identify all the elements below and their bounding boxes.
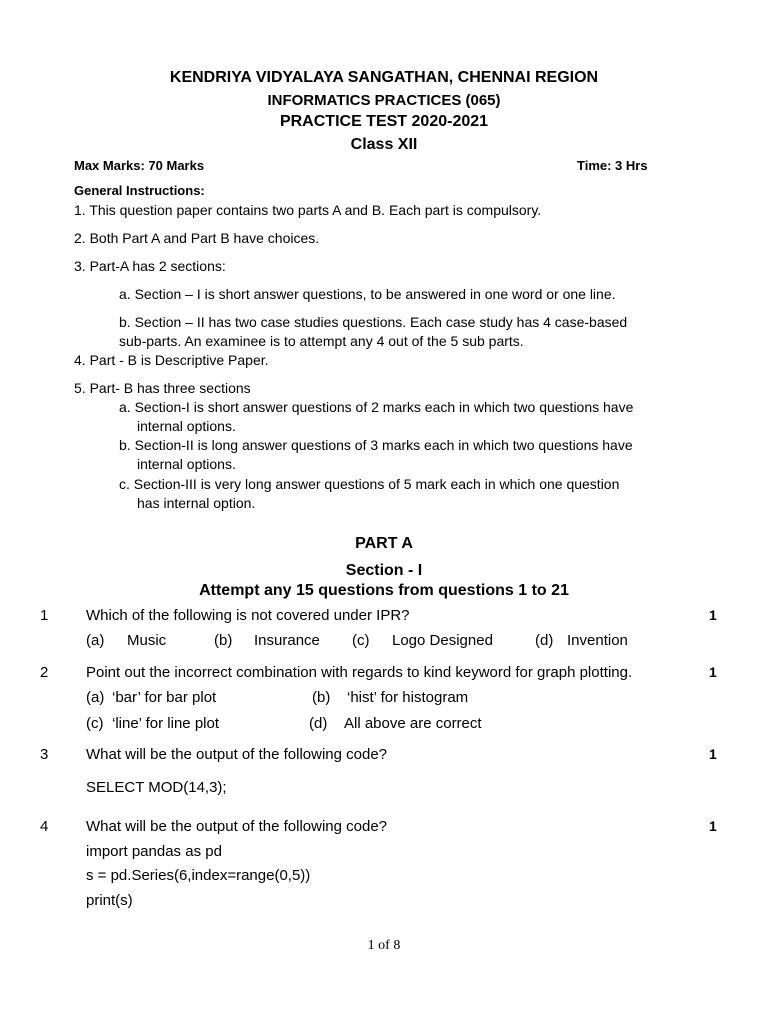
option-label: (d) [309,715,328,732]
option-text: Invention [567,632,628,649]
instruction-4: 4. Part - B is Descriptive Paper. [74,352,269,368]
instruction-3a: a. Section – I is short answer questions, to be answered in one word or one line. [119,286,616,302]
code-line: print(s) [86,892,133,909]
question-text: What will be the output of the following code? [86,818,388,835]
instruction-5: 5. Part- B has three sections [74,380,251,396]
instruction-5b-line2: internal options. [137,456,236,472]
code-line: s = pd.Series(6,index=range(0,5)) [86,867,311,884]
code-line: SELECT MOD(14,3); [86,779,227,796]
instruction-5a-line1: a. Section-I is short answer questions of 2 marks each in which two questions have [119,399,634,415]
instructions-title: General Instructions: [74,183,205,198]
option-label: (c) [86,715,104,732]
instruction-2: 2. Both Part A and Part B have choices. [74,230,320,246]
instruction-3: 3. Part-A has 2 sections: [74,258,226,274]
question-number: 2 [40,664,49,681]
time-allowed: Time: 3 Hrs [577,158,648,173]
instruction-5a-line2: internal options. [137,418,236,434]
option-label: (b) [312,689,331,706]
question-marks: 1 [709,607,717,623]
option-text: ‘line’ for line plot [112,715,219,732]
question-text: What will be the output of the following code? [86,746,388,763]
option-label: (a) [86,632,105,649]
attempt-instruction: Attempt any 15 questions from questions 1 to 21 [199,582,569,599]
code-line: import pandas as pd [86,843,222,860]
option-text: Music [127,632,167,649]
option-text: ‘hist’ for histogram [347,689,469,706]
option-text: ‘bar’ for bar plot [112,689,217,706]
test-title: PRACTICE TEST 2020-2021 [279,113,489,130]
max-marks: Max Marks: 70 Marks [74,158,205,173]
option-label: (d) [535,632,554,649]
question-marks: 1 [709,746,717,762]
instruction-1: 1. This question paper contains two parts A and B. Each part is compulsory. [74,202,542,218]
instruction-3b-line1: b. Section – II has two case studies questions. Each case study has 4 case-based [119,314,628,330]
instruction-5b-line1: b. Section-II is long answer questions of 3 marks each in which two questions have [119,437,633,453]
question-text: Point out the incorrect combination with regards to kind keyword for graph plotting. [86,664,633,681]
instruction-3b-line2: sub-parts. An examinee is to attempt any 4 out of the 5 sub parts. [119,333,524,349]
option-text: All above are correct [344,715,482,732]
instruction-5c-line1: c. Section-III is very long answer questions of 5 mark each in which one question [119,476,620,492]
class-title: Class XII [350,136,418,153]
option-label: (c) [352,632,370,649]
question-number: 1 [40,607,49,624]
question-text: Which of the following is not covered under IPR? [86,607,410,624]
option-text: Logo Designed [392,632,493,649]
question-marks: 1 [709,818,717,834]
option-text: Insurance [254,632,320,649]
question-marks: 1 [709,664,717,680]
instruction-5c-line2: has internal option. [137,495,256,511]
org-title: KENDRIYA VIDYALAYA SANGATHAN, CHENNAI REGION [169,69,599,86]
section-title: Section - I [345,562,423,579]
subject-title: INFORMATICS PRACTICES (065) [267,92,501,109]
question-number: 3 [40,746,49,763]
page-number: 1 of 8 [367,938,401,953]
part-title: PART A [355,535,413,552]
question-number: 4 [40,818,49,835]
option-label: (a) [86,689,105,706]
option-label: (b) [214,632,233,649]
